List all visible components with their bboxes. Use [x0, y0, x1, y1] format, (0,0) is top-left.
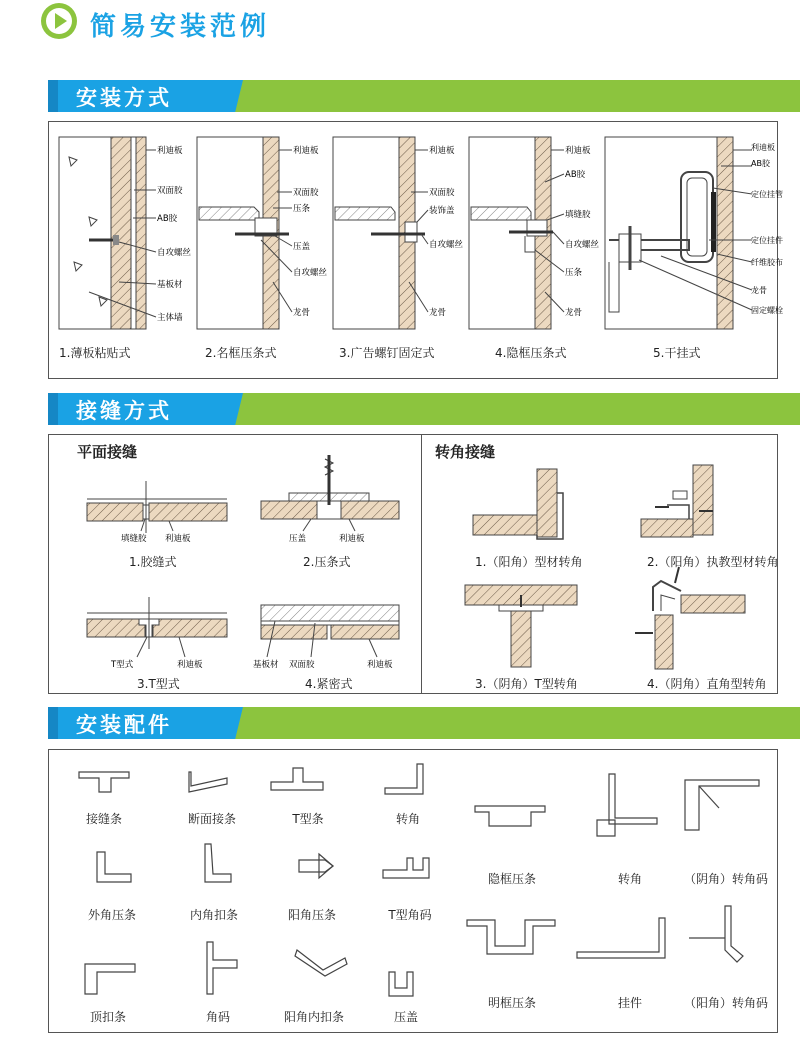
install-methods-panel [48, 121, 783, 379]
flat-t-label-0: T型式 [111, 660, 134, 670]
section-title-parts: 安装配件 [76, 713, 172, 737]
joint-divider [421, 435, 422, 693]
flat-joint-t [87, 597, 227, 657]
section-bar-joint [48, 393, 800, 425]
d2-label-2: 压条 [293, 204, 311, 214]
flat-joint-strip [261, 455, 399, 531]
male-inner-clip-shape [295, 950, 347, 976]
inner-corner-clip-shape [205, 844, 231, 882]
d3-label-3: 自攻螺丝 [429, 240, 464, 250]
play-icon [40, 2, 78, 40]
corner-caption-3: 3.（阴角）T型转角 [475, 677, 578, 691]
part-label-12: 压盖 [393, 1010, 418, 1024]
d1-label-4: 基板材 [157, 280, 183, 290]
part-label-3: T型条 [292, 812, 324, 826]
section-title-joint: 接缝方式 [76, 399, 172, 423]
flat-tight-label-2: 利迪板 [367, 660, 393, 670]
corner-joint-4 [635, 567, 745, 669]
d1-label-0: 利迪板 [157, 146, 183, 156]
d2-label-3: 压盖 [293, 242, 311, 252]
part-label-13: 隐框压条 [487, 872, 536, 886]
part-label-10: 角码 [205, 1010, 230, 1024]
joint-strip-shape [79, 772, 129, 792]
d4-label-2: 填缝胶 [565, 210, 591, 220]
d1-label-2: AB胶 [157, 214, 178, 224]
d5-label-1: AB胶 [751, 159, 770, 168]
flat-t-label-1: 利迪板 [177, 660, 203, 670]
d1-label-5: 主体墙 [157, 313, 183, 323]
d4-label-5: 龙骨 [565, 308, 583, 318]
method-caption-2: 2.名框压条式 [205, 346, 277, 360]
part-label-7: 阳角压条 [287, 908, 336, 922]
flat-joint-tight [261, 605, 399, 657]
section-bar-parts [48, 707, 800, 739]
t-corner-code-shape [383, 858, 429, 878]
hidden-frame-strip-shape [475, 806, 545, 826]
flat-joint-title: 平面接缝 [77, 443, 138, 461]
corner-shape [385, 764, 423, 794]
diagram-frame-strip [197, 137, 292, 329]
part-label-16: 明框压条 [487, 996, 536, 1010]
flat-caption-1: 1.胶缝式 [129, 555, 177, 569]
part-label-14: 转角 [617, 872, 642, 886]
method-caption-4: 4.隐框压条式 [495, 346, 567, 360]
right-corner-shape [609, 774, 657, 824]
flat-tight-label-0: 基板材 [253, 660, 279, 670]
d5-label-3: 定位挂件 [751, 236, 783, 245]
d5-label-4: 纤维胶布 [751, 258, 783, 267]
part-label-15: （阴角）转角码 [683, 872, 768, 886]
d4-label-3: 自攻螺丝 [565, 240, 600, 250]
diagram-thin-board [59, 137, 156, 329]
d2-label-0: 利迪板 [293, 146, 319, 156]
method-caption-5: 5.干挂式 [653, 346, 701, 360]
section-strip-shape [189, 772, 227, 792]
d3-label-4: 龙骨 [429, 308, 447, 318]
part-label-17: 挂件 [617, 996, 642, 1010]
part-label-4: 转角 [395, 812, 420, 826]
corner-joint-2 [641, 465, 713, 537]
method-caption-3: 3.广告螺钉固定式 [339, 346, 435, 360]
part-label-6: 内角扣条 [189, 908, 238, 922]
part-label-5: 外角压条 [87, 908, 136, 922]
flat-caption-4: 4.紧密式 [305, 677, 353, 691]
outer-corner-strip-shape [97, 852, 131, 882]
d2-label-4: 自攻螺丝 [293, 268, 328, 278]
section-title-install: 安装方式 [76, 86, 172, 110]
d1-label-3: 自攻螺丝 [157, 248, 192, 258]
corner-joint-3 [465, 585, 577, 667]
method-caption-1: 1.薄板粘贴式 [59, 346, 131, 360]
t-strip-shape [271, 768, 323, 790]
flat-glue-label-0: 填缝胶 [121, 534, 147, 544]
cover-shape [389, 972, 413, 996]
male-corner-code-shape [725, 906, 743, 962]
d1-label-1: 双面胶 [157, 186, 183, 196]
flat-joint-glue [87, 481, 227, 533]
open-frame-strip-shape [467, 920, 555, 954]
d3-label-2: 装饰盖 [429, 206, 455, 216]
corner-caption-2: 2.（阳角）执教型材转角 [647, 555, 779, 569]
accessory-shapes [49, 750, 779, 1034]
top-clip-shape [85, 964, 135, 994]
diagram-dry-hanging [605, 137, 752, 329]
d4-label-0: 利迪板 [565, 146, 591, 156]
part-label-9: 顶扣条 [89, 1010, 126, 1024]
d5-label-2: 定位挂管 [751, 190, 783, 199]
corner-caption-4: 4.（阴角）直角型转角 [647, 677, 767, 691]
flat-caption-3: 3.T型式 [137, 677, 180, 691]
install-diagrams [49, 122, 783, 380]
corner-joint-1 [473, 469, 563, 539]
d5-label-0: 利迪板 [751, 143, 775, 152]
corner-joint-title: 转角接缝 [435, 443, 496, 461]
hanger-shape [577, 918, 665, 958]
diagram-hidden-frame [469, 137, 564, 329]
d3-label-1: 双面胶 [429, 188, 455, 198]
part-label-8: T型角码 [388, 908, 432, 922]
d2-label-1: 双面胶 [293, 188, 319, 198]
part-label-18: （阳角）转角码 [683, 996, 768, 1010]
female-corner-code-shape [685, 780, 759, 830]
accessories-panel [48, 749, 778, 1033]
part-label-2: 断面接条 [187, 812, 236, 826]
part-label-11: 阳角内扣条 [283, 1010, 344, 1024]
d5-label-5: 龙骨 [751, 286, 767, 295]
corner-code-shape [207, 942, 237, 994]
d3-label-0: 利迪板 [429, 146, 455, 156]
flat-tight-label-1: 双面胶 [289, 660, 315, 670]
diagram-screw-fixed [333, 137, 428, 329]
d4-label-1: AB胶 [565, 170, 586, 180]
d5-label-6: 固定螺栓 [751, 306, 783, 315]
flat-strip-label-1: 利迪板 [339, 534, 365, 544]
page-title: 简易安装范例 [90, 12, 271, 42]
part-label-1: 接缝条 [85, 812, 122, 826]
joint-methods-panel [48, 434, 778, 694]
d4-label-4: 压条 [565, 268, 583, 278]
flat-caption-2: 2.压条式 [303, 555, 351, 569]
d2-label-5: 龙骨 [293, 308, 311, 318]
section-bar-install [48, 80, 800, 112]
flat-glue-label-1: 利迪板 [165, 534, 191, 544]
corner-caption-1: 1.（阳角）型材转角 [475, 555, 583, 569]
flat-strip-label-0: 压盖 [289, 534, 307, 544]
